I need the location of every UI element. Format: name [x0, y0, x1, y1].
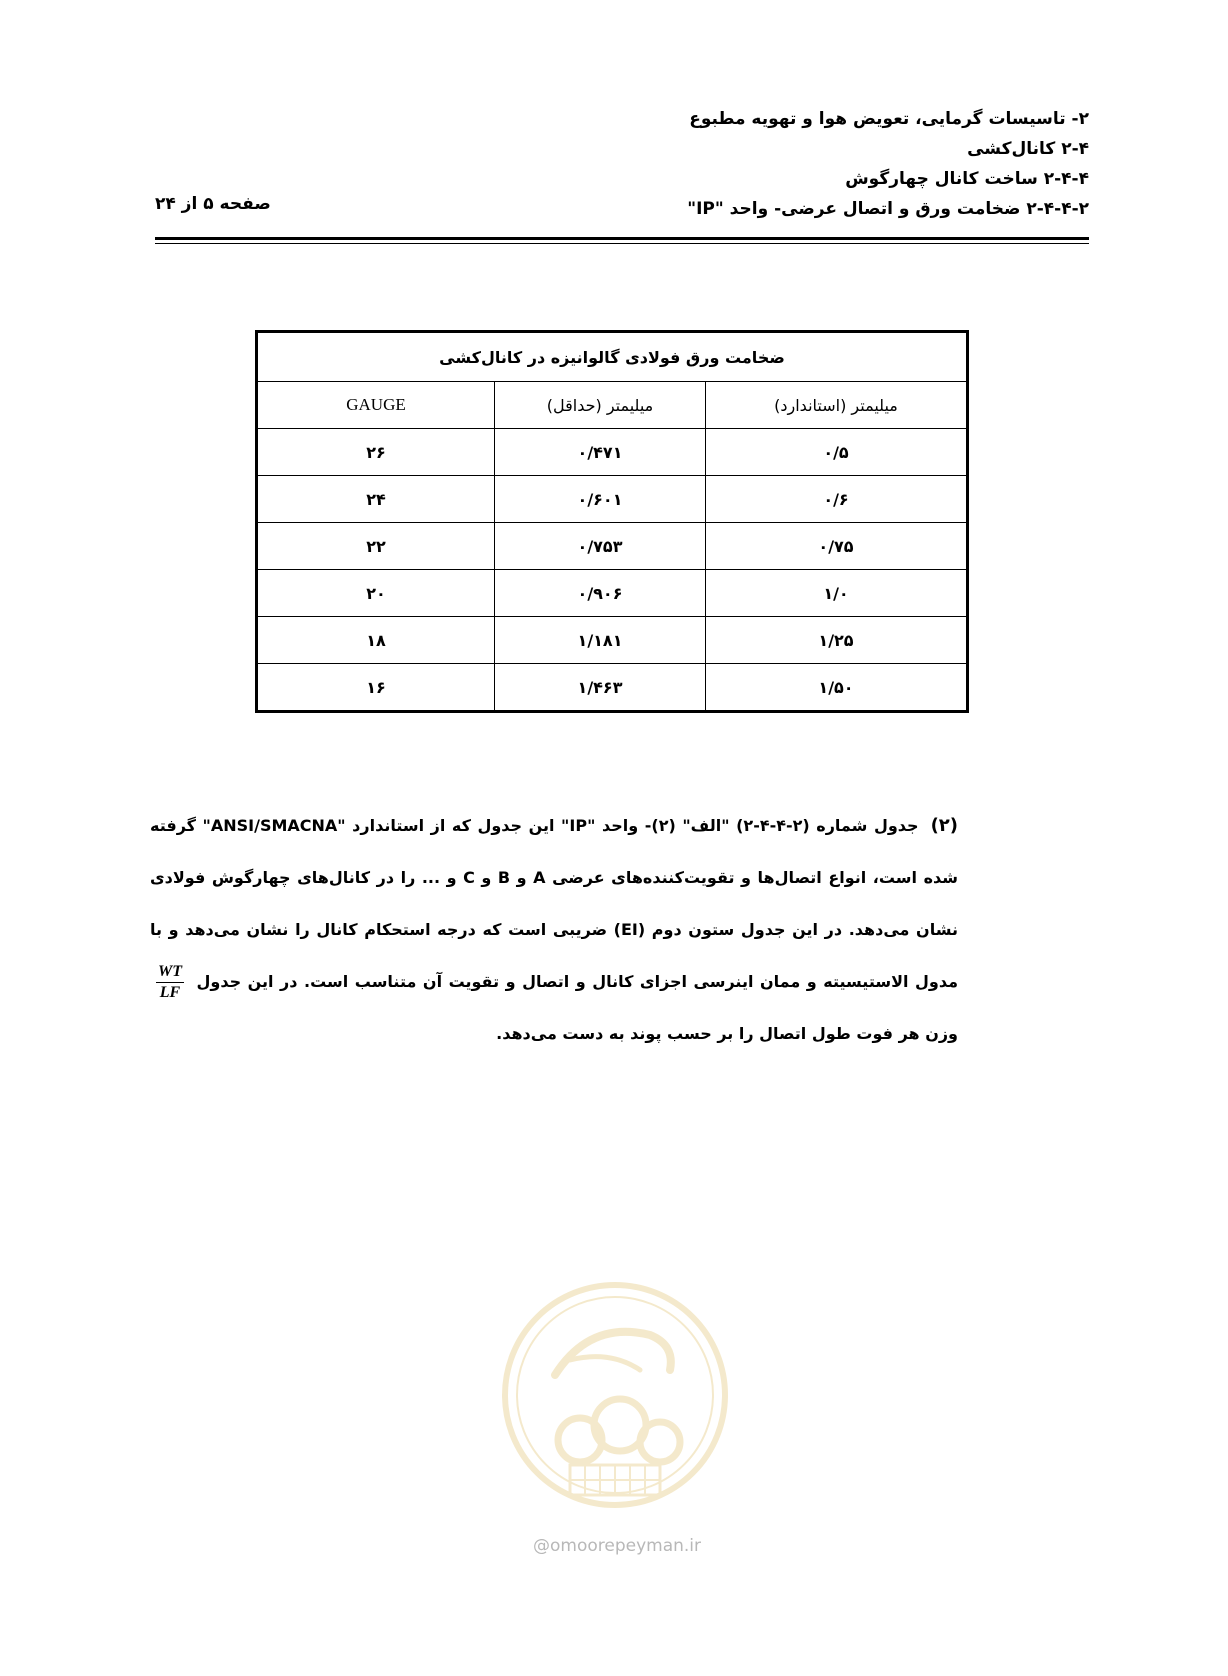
cell-standard: ۰/۷۵ — [706, 523, 968, 570]
cell-gauge: ۲۰ — [257, 570, 495, 617]
cell-standard: ۱/۰ — [706, 570, 968, 617]
cell-minimum: ۰/۴۷۱ — [495, 429, 706, 476]
cell-gauge: ۲۴ — [257, 476, 495, 523]
cell-minimum: ۰/۹۰۶ — [495, 570, 706, 617]
table-row — [257, 476, 968, 523]
cell-standard: ۰/۶ — [706, 476, 968, 523]
watermark-url: @omoorepeyman.ir — [532, 1536, 702, 1556]
cell-gauge: ۲۶ — [257, 429, 495, 476]
header-line-3: ۲-۴-۴ ساخت کانال چهارگوش — [845, 169, 1089, 189]
page-number: صفحه ۵ از ۲۴ — [155, 194, 271, 214]
table-row — [257, 570, 968, 617]
header-line-2: ۲-۴ کانال‌کشی — [967, 139, 1089, 159]
table-row — [257, 617, 968, 664]
header-rule-thick — [155, 237, 1089, 240]
cell-gauge: ۱۸ — [257, 617, 495, 664]
watermark-logo — [500, 1280, 730, 1550]
cell-minimum: ۱/۴۶۳ — [495, 664, 706, 712]
cell-gauge: ۲۲ — [257, 523, 495, 570]
explanatory-note — [150, 800, 1000, 1060]
table-title: ضخامت ورق فولادی گالوانیزه در کانال‌کشی — [257, 332, 968, 382]
cell-gauge: ۱۶ — [257, 664, 495, 712]
cell-standard: ۱/۵۰ — [706, 664, 968, 712]
cell-minimum: ۰/۷۵۳ — [495, 523, 706, 570]
cell-minimum: ۱/۱۸۱ — [495, 617, 706, 664]
table-row — [257, 429, 968, 476]
cell-minimum: ۰/۶۰۱ — [495, 476, 706, 523]
fraction-numerator: WT — [156, 962, 184, 983]
wt-lf-fraction — [156, 962, 184, 1003]
header-line-1: ۲- تاسیسات گرمایی، تعویض هوا و تهویه مطبوع — [689, 109, 1089, 129]
cell-standard: ۰/۵ — [706, 429, 968, 476]
col-header-gauge: GAUGE — [257, 382, 495, 429]
note-number: (۲) — [930, 815, 959, 836]
fraction-denominator: LF — [159, 984, 181, 1001]
note-text-part-1: جدول شماره (۲-۴-۴-۲) "الف" (۲)- واحد "IP" این جدول که از استاندارد "ANSI/SMACNA" گرفته شده است، انواع اتصال‌ها و تقویت‌کننده‌های عرضی A و B و C و ... را در کانال‌های چهارگوش فولادی نشان می‌دهد. در این جدول ستون دوم (EI) ضریبی است که درجه استحکام کانال را نشان می‌دهد و با مدول الاستیسیته و ممان اینرسی اجزای کانال و اتصال و تقویت آن متناسب است. در این جدول — [150, 816, 958, 991]
cell-standard: ۱/۲۵ — [706, 617, 968, 664]
thickness-table — [255, 330, 969, 713]
col-header-minimum: میلیمتر (حداقل) — [495, 382, 706, 429]
col-header-standard: میلیمتر (استاندارد) — [706, 382, 968, 429]
table-row — [257, 664, 968, 712]
table-row — [257, 523, 968, 570]
header-line-4: ۲-۴-۴-۲ ضخامت ورق و اتصال عرضی- واحد "IP" — [687, 199, 1089, 219]
header-rule-thin — [155, 243, 1089, 244]
page-header — [155, 104, 1089, 234]
note-text-part-2: وزن هر فوت طول اتصال را بر حسب پوند به دست می‌دهد. — [496, 1024, 958, 1043]
